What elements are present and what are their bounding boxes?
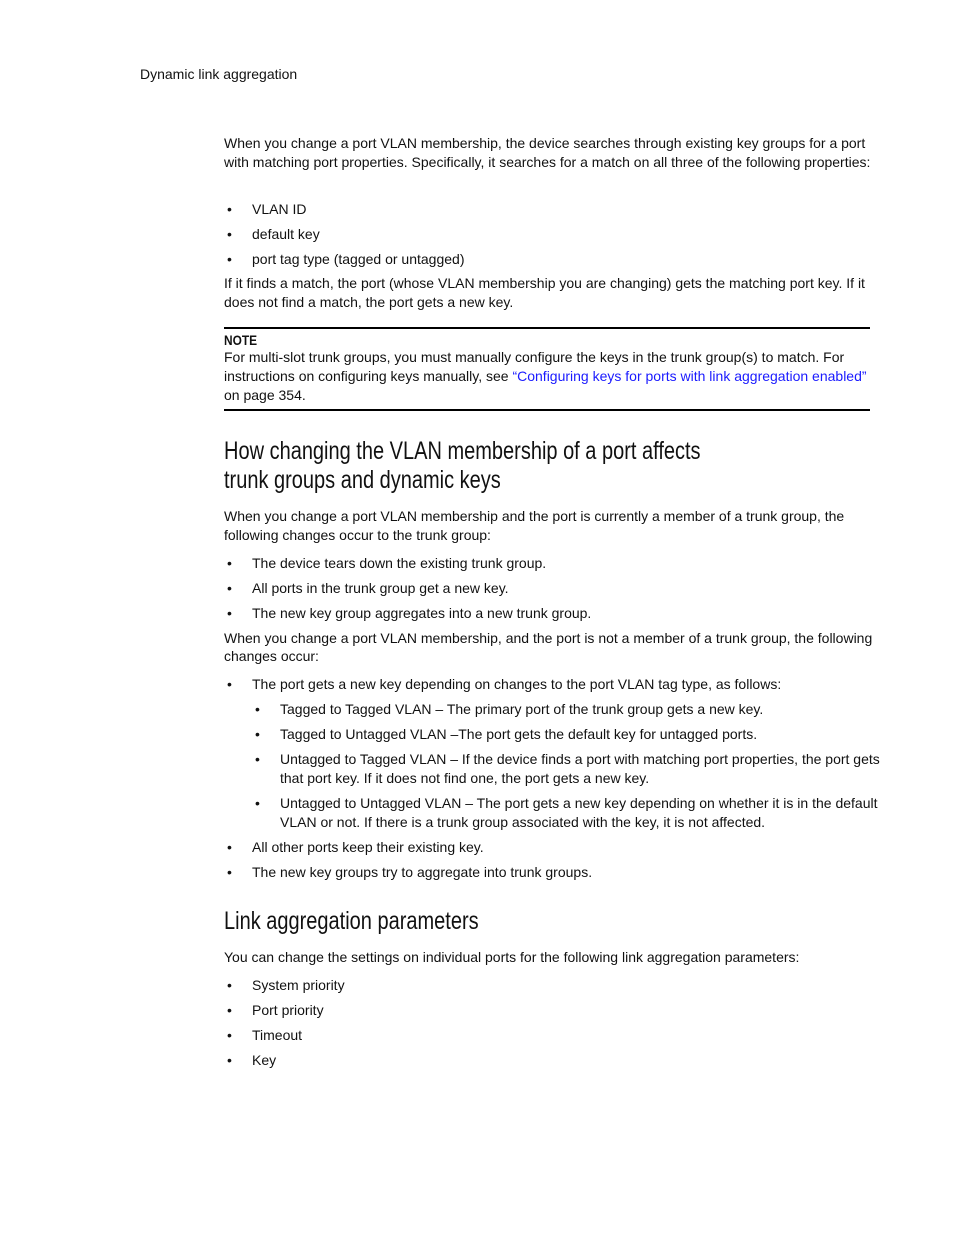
note-text: For multi-slot trunk groups, you must manually configure the keys in the trunk group(s) to match. For instructions on configuring keys manually, see “Configuring keys for ports with link aggregation enabled” on page 354. <box>224 349 867 403</box>
section-heading: How changing the VLAN membership of a port affects <box>224 437 701 465</box>
running-header: Dynamic link aggregation <box>140 66 298 82</box>
note-top-rule <box>224 327 870 329</box>
intro-after-paragraph: If it finds a match, the port (whose VLAN membership you are changing) gets the matching port key. If it does not find a match, the port gets a new key. <box>224 275 865 310</box>
note-bottom-rule <box>224 409 870 411</box>
note-link[interactable]: “Configuring keys for ports with link aggregation enabled” <box>512 368 867 384</box>
section1-paragraph: When you change a port VLAN membership and the port is currently a member of a trunk group, the following changes occur to the trunk group: <box>224 508 845 543</box>
intro-paragraph: When you change a port VLAN membership, the device searches through existing key groups for a port with matching port properties. Specifically, it searches for a match on all three of the following properties: <box>224 135 871 170</box>
note-label: NOTE <box>224 332 258 348</box>
section-heading-line2: trunk groups and dynamic keys <box>224 466 501 494</box>
section2-paragraph: You can change the settings on individual ports for the following link aggregation parameters: <box>224 949 800 965</box>
section1-paragraph-2: When you change a port VLAN membership, and the port is not a member of a trunk group, the following changes occur: <box>224 630 873 664</box>
section-heading: Link aggregation parameters <box>224 907 479 935</box>
